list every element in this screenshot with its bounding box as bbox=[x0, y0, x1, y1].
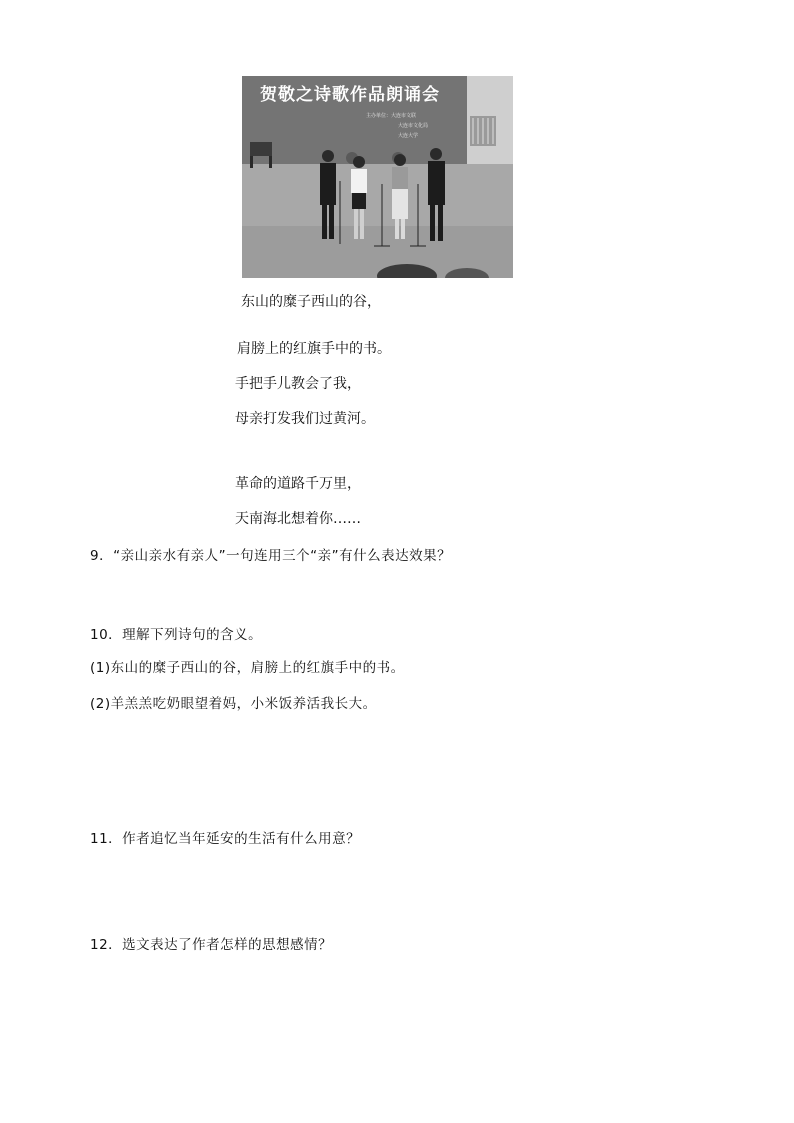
poem-line: 母亲打发我们过黄河。 bbox=[235, 411, 375, 427]
question-10-2: (2)羊羔羔吃奶眼望着妈，小米饭养活我长大。 bbox=[90, 696, 377, 712]
banner-line: 主办单位：大连市文联 bbox=[366, 113, 417, 119]
banner-line: 大连市文化局 bbox=[398, 123, 429, 129]
poem-line: 天南海北想着你…… bbox=[235, 511, 361, 527]
question-9: 9．“亲山亲水有亲人”一句连用三个“亲”有什么表达效果？ bbox=[90, 548, 452, 564]
photo-scene bbox=[242, 76, 513, 278]
question-11: 11．作者追忆当年延安的生活有什么用意？ bbox=[90, 831, 361, 847]
question-10: 10．理解下列诗句的含义。 bbox=[90, 627, 263, 643]
banner-title: 贺敬之诗歌作品朗诵会 bbox=[260, 85, 440, 105]
poem-line: 东山的糜子西山的谷， bbox=[241, 294, 381, 310]
question-12: 12．选文表达了作者怎样的思想感情？ bbox=[90, 937, 333, 953]
question-10-1: (1)东山的糜子西山的谷，肩膀上的红旗手中的书。 bbox=[90, 660, 405, 676]
event-photo bbox=[242, 76, 513, 278]
poem-line: 肩膀上的红旗手中的书。 bbox=[237, 341, 391, 357]
poem-line: 革命的道路千万里， bbox=[235, 476, 361, 492]
poem-line: 手把手儿教会了我， bbox=[235, 376, 361, 392]
banner-line: 大连大学 bbox=[398, 133, 419, 139]
